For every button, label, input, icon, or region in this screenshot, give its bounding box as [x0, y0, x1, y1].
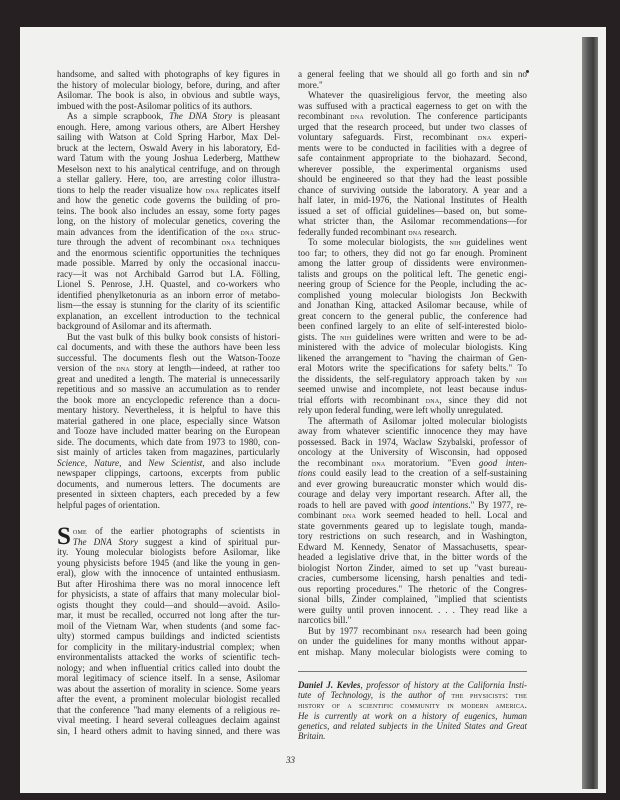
text-line: mentary history. Nevertheless, it is helpful to have this — [57, 405, 280, 415]
text-line: tions could easily lead to the creation of a self-sustaining — [298, 468, 527, 478]
text-line: recombinant dna revolution. The conference participants — [298, 111, 527, 121]
text-line: urged that the research proceed, but under two classes of — [298, 121, 527, 132]
text-line: were guilty until proven innocent. . . . They read like a — [298, 604, 527, 615]
text-line: As a simple scrapbook, The DNA Story is pleasant — [67, 111, 280, 121]
bio-line: history of a scientific community in modern america. — [298, 700, 527, 711]
paragraph — [298, 626, 527, 658]
paragraph — [298, 416, 527, 626]
text-line: and how the genetic code governs the building of pro- — [57, 195, 280, 205]
text-line: on under the guidelines for many months without appar- — [298, 636, 527, 646]
magazine-page — [20, 27, 606, 793]
text-line: To some molecular biologists, the nih guidelines went — [308, 237, 527, 247]
text-line: been confined largely to an elite of self-interested biolo- — [298, 321, 527, 331]
text-line: and Jonathan King, attacked Asilomar because, while of — [298, 300, 527, 310]
text-line: the book more an encyclopedic reference than a docu- — [57, 394, 280, 405]
text-line: and Tooze have included matter bearing on the European — [57, 426, 280, 436]
text-line: half later, in mid-1976, the National Institutes of Health — [298, 195, 527, 205]
bio-line: Daniel J. Kevles, professor of history at the California Insti- — [298, 680, 527, 690]
text-line: after the event, a prominent molecular biologist recalled — [57, 694, 280, 704]
text-line: imbued with the post-Asilomar politics of its authors. — [57, 100, 253, 111]
text-line: more." — [298, 79, 323, 90]
text-line: chance of surviving outside the laboratory. A year and a — [298, 184, 527, 195]
text-line: trial efforts with recombinant dna, since they did not — [298, 394, 527, 405]
text-line: But after Hiroshima there was no moral innocence left — [57, 578, 280, 589]
text-line: state governments geared up to legislate tough, manda- — [298, 520, 527, 531]
text-line: Asilomar. The book is also, in obvious and subtle ways, — [57, 90, 280, 100]
drop-cap: S — [57, 523, 71, 550]
text-line: explanation, an excellent introduction to the technical — [57, 310, 280, 321]
text-line: ous reporting procedures." The rhetoric of the Congres- — [298, 583, 527, 594]
text-line: sional bills, Zinder complained, "implied that scientists — [298, 594, 527, 604]
text-line: tions to help the reader visualize how dna replicates itself — [57, 184, 280, 195]
text-line: that the conference "had many elements of a religious re- — [57, 704, 280, 715]
text-line: too far; to others, they did not go far enough. Prominent — [298, 247, 527, 258]
text-line: a general feeling that we should all go forth and sin no — [298, 69, 527, 79]
text-line: and ever growing bureaucratic monster which would dis- — [298, 478, 527, 489]
text-line: moil of the Vietnam War, when students (and some fac- — [57, 620, 280, 631]
text-line: lism—the essay is stunning for the clarity of its scientific — [57, 300, 280, 310]
text-line: seemed unwise and incomplete, not least because indus- — [298, 384, 527, 394]
text-line: ity. Young molecular biologists before Asilomar, like — [57, 547, 280, 557]
text-line: talists and groups on the political left. The genetic engi- — [298, 268, 527, 279]
text-line: version of the dna story at length—indeed, at rather too — [57, 363, 280, 373]
text-line: young physicists before 1945 (and like the young in gen- — [57, 557, 280, 568]
text-line: ture through the advent of recombinant dna techniques — [57, 237, 280, 247]
text-line: possessed. Back in 1974, Waclaw Szybalski, professor of — [298, 436, 527, 447]
text-line: likened the arrangement to "having the chairman of Gen- — [298, 352, 527, 363]
text-line: sailing with Watson at Cold Spring Harbor, Max Del- — [57, 132, 280, 142]
text-line: rely upon federal funding, were left wholly unregulated. — [298, 405, 503, 415]
text-line: vival meeting. I heard several colleagues declaim against — [57, 715, 280, 725]
text-line: was about the assertion of morality in science. Some years — [57, 683, 280, 694]
right-column — [298, 69, 527, 657]
text-line: The DNA Story suggest a kind of spiritual pur- — [72, 536, 280, 547]
text-line: Science, Nature, and New Scientist, and also include — [57, 457, 281, 468]
text-line: oncology at the University of Wisconsin, had opposed — [298, 447, 527, 457]
text-line: successful. The documents flesh out the Watson-Tooze — [57, 352, 280, 363]
text-line: a stellar gallery. Here, too, are arresting color illustra- — [57, 174, 280, 184]
text-line: complished young molecular biologists Jon Beckwith — [298, 289, 527, 300]
text-line: for physicists, a state of affairs that many molecular biol- — [57, 589, 280, 599]
text-line: ome of the earlier photographs of scientists in — [72, 526, 280, 536]
text-line: tory restrictions on such research, and in Washington, — [298, 531, 527, 541]
text-line: headed a legislative drive that, in the bitter words of the — [298, 552, 527, 562]
bio-line: Britain. — [298, 730, 326, 741]
text-line: eral), glow with the innocence of untainted enthusiasm. — [57, 568, 280, 578]
text-line: Edward M. Kennedy, Senator of Massachusetts, spear- — [298, 541, 527, 552]
text-line: bruck at the lectern, Oswald Avery in his laboratory, Ed- — [57, 142, 280, 153]
text-line: side. The documents, which date from 1973 to 1980, con- — [57, 436, 280, 447]
text-line: The aftermath of Asilomar jolted molecular biologists — [308, 415, 527, 426]
text-line: great concern to the general public, the conference had — [298, 310, 527, 321]
paragraph — [57, 111, 280, 332]
text-line: should be engineered so that they had the least possible — [298, 174, 527, 184]
text-line: the dissidents, the self-regulatory approach taken by nih — [298, 373, 527, 384]
paragraph — [57, 523, 280, 736]
text-line: But the vast bulk of this bulky book consists of histori- — [67, 331, 280, 342]
text-line: issued a set of official guidelines—based on, but some- — [298, 205, 527, 216]
text-line: identified phenylketonuria as an inborn error of metabo- — [57, 289, 280, 300]
text-line: among the latter group of dissidents were environmen- — [298, 258, 527, 268]
text-line: cal documents, and with these the authors have been less — [57, 342, 280, 352]
text-line: enough. Here, among various others, are Albert Hershey — [57, 121, 280, 132]
text-line: helpful pages of orientation. — [57, 499, 160, 510]
text-line: nology; and when influential critics called into doubt the — [57, 662, 280, 673]
text-line: ward Tatum with the young Joshua Lederberg, Matthew — [57, 153, 280, 163]
text-line: eral Motors write the specifications for safety belts." To — [298, 363, 527, 373]
text-line: environmentalists attacked the works of scientific tech- — [57, 652, 280, 662]
text-line: documents, and numerous letters. The documents are — [57, 478, 280, 489]
text-line: the recombinant dna moratorium. "Even good inten- — [298, 457, 527, 468]
text-line: sin, I heard others admit to having sinned, and there was — [57, 725, 280, 736]
paragraph — [57, 69, 280, 111]
text-line: cracies, cumbersome licensing, harsh penalties and tedi- — [298, 573, 527, 583]
text-line: was suffused with a practical eagerness to get on with the — [298, 100, 527, 111]
text-line: combinant dna work seemed headed to hell. Local and — [298, 510, 527, 520]
text-line: racy—it was not Archibald Garrod but I.A. Fölling, — [57, 268, 280, 279]
text-line: neering group of Science for the People, including the ac- — [298, 279, 527, 289]
text-line: safe containment appropriate to the biohazard. Second, — [298, 153, 527, 163]
paragraph — [298, 237, 527, 416]
text-line: voluntary safeguards. First, recombinant dna experi- — [298, 132, 527, 142]
text-line: moral legitimacy of science itself. In a sense, Asilomar — [57, 673, 280, 683]
text-line: for complicity in the military-industrial complex; when — [57, 641, 280, 652]
bio-line: He is currently at work on a history of eugenics, human — [298, 710, 527, 721]
author-bio — [298, 671, 527, 741]
text-line: newspaper clippings, cartoons, excerpts from public — [57, 468, 280, 478]
text-line: presented in sixteen chapters, each preceded by a few — [57, 489, 280, 499]
text-line: Lionel S. Penrose, J.H. Quastel, and co-workers who — [57, 279, 280, 289]
text-line: made possible. Marred by only the occasional inaccu- — [57, 258, 280, 268]
text-line: background of Asilomar and its aftermath. — [57, 321, 212, 331]
text-line: long, on the history of molecular genetics, covering the — [57, 216, 280, 226]
text-line: ministered with the advice of molecular biologists. King — [298, 342, 527, 352]
text-line: biologist Norton Zinder, aimed to set up "vast bureau- — [298, 562, 527, 573]
text-line: ments were to be conducted in facilities with a degree of — [298, 142, 527, 153]
paragraph — [298, 90, 527, 237]
text-line: great and unedited a length. The material is unnecessarily — [57, 373, 280, 384]
text-line: ogists thought they could—and should—avoid. Asilo- — [57, 599, 280, 610]
text-line: the history of molecular biology, before, during, and after — [57, 79, 280, 90]
text-line: ulty) stormed campus buildings and indicted scientists — [57, 631, 280, 641]
text-line: wherever possible, the experimental organisms used — [298, 163, 527, 174]
text-line: teins. The book also includes an essay, some forty pages — [57, 205, 280, 216]
bio-line: tute of Technology, is the author of the physicists: the — [298, 690, 527, 701]
left-column — [57, 69, 280, 736]
text-line: roads to hell are paved with good intentions." By 1977, re- — [298, 499, 527, 510]
bio-line: genetics, and related subjects in the United States and Great — [298, 720, 527, 731]
text-line: and the enormous scientific opportunities the techniques — [57, 247, 280, 258]
text-line: repetitious and so massive an accumulation as to render — [57, 384, 280, 394]
text-line: ent mishap. Many molecular biologists were coming to — [298, 646, 527, 657]
text-line: sist mainly of articles taken from magazines, particularly — [57, 447, 280, 457]
text-line: federally funded recombinant dna research. — [298, 226, 457, 237]
text-line: Meselson next to his analytical centrifuge, and on through — [57, 163, 280, 174]
text-line: main advances from the identification of the dna struc- — [57, 226, 280, 237]
page-number: 33 — [286, 755, 295, 765]
paragraph — [57, 332, 280, 511]
text-line: courage and delay very important research. After all, the — [298, 489, 527, 499]
paragraph — [298, 69, 527, 90]
text-line: handsome, and salted with photographs of key figures in — [57, 69, 280, 79]
text-line: narcotics bill." — [298, 615, 352, 625]
text-line: gists. The nih guidelines were written and were to be ad- — [298, 331, 527, 342]
page-edge-shadow — [582, 37, 598, 789]
text-line: away from whatever scientific innocence they may have — [298, 426, 527, 436]
text-line: Whatever the quasireligious fervor, the meeting also — [308, 90, 527, 100]
text-line: what stricter than, the Asilomar recommendations—for — [298, 216, 527, 226]
text-line: But by 1977 recombinant dna research had been going — [308, 625, 528, 636]
text-line: mar, it must be recalled, occurred not long after the tur- — [57, 610, 280, 620]
text-line: material gathered in one place, especially since Watson — [57, 415, 280, 426]
